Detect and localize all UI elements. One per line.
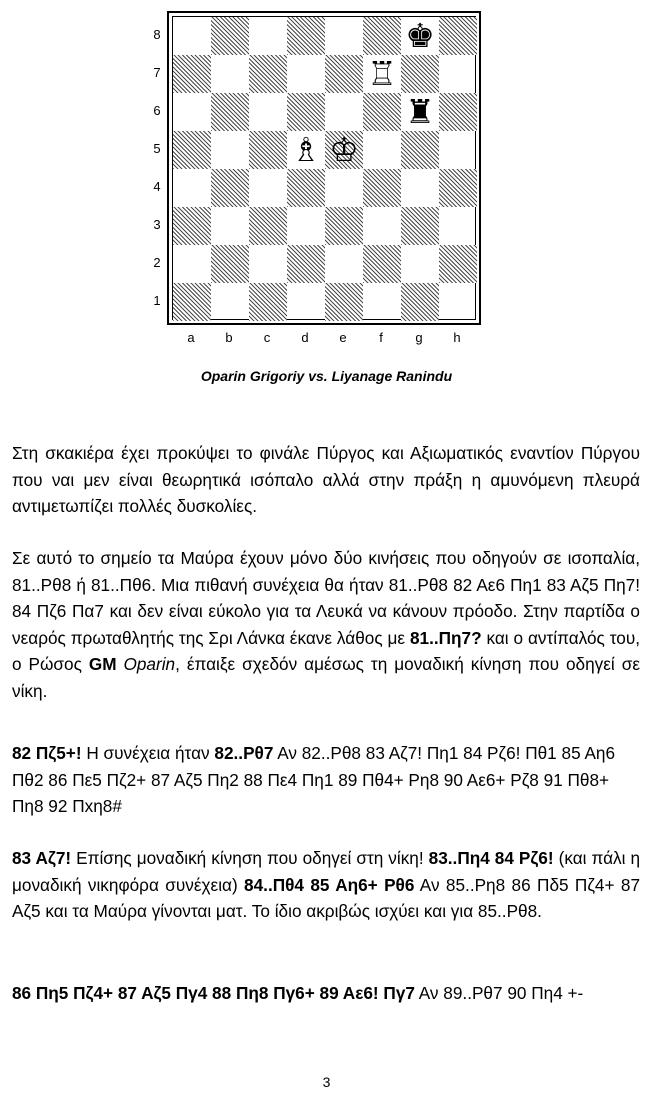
square-c1 [249, 283, 287, 321]
text: , έπαιξε σχεδόν αμέσως τη μοναδική κίνηση που οδηγεί σε νίκη. [12, 654, 640, 701]
square-f4 [363, 169, 401, 207]
square-e1 [325, 283, 363, 321]
square-a6 [173, 93, 211, 131]
text: Αν 85..Ρη8 86 Πδ5 Πζ4+ 87 Αζ5 και τα Μαύρα γίνονται ματ. Το ίδιο ακριβώς ισχύει και για 85..Ρθ8. [12, 874, 641, 921]
text: Σε αυτό το σημείο τα Μαύρα έχουν μόνο δύο κινήσεις που οδηγούν σε ισοπαλία, 81..Ρθ8 ή 81..Πθ6. Μια πιθανή συνέχεια θα ήταν 81..Ρθ8 82 Αε6 Πη1 83 Αζ5 Πη7! 84 Πζ6 Πα7 και δεν είναι εύκολο για τα Λευκά να κάνουν πρόοδο. Στην παρτίδα ο νεαρός πρωταθλητής της Σρι Λάνκα έκανε λάθος με [12, 548, 640, 648]
text: και ο αντίπαλός του, ο Ρώσος [12, 627, 640, 674]
rank-label: 1 [153, 293, 161, 308]
square-a5 [173, 131, 211, 169]
text: Επίσης μοναδική κίνηση που οδηγεί στη νίκη! [71, 848, 429, 868]
square-h6 [439, 93, 477, 131]
file-label: a [187, 330, 195, 345]
paragraph-analysis [12, 545, 640, 704]
paragraph-move-82 [12, 740, 640, 820]
square-f6 [363, 93, 401, 131]
square-g1 [401, 283, 439, 321]
paragraph-move-83 [12, 845, 640, 925]
rank-label: 5 [153, 141, 161, 156]
white-rook-icon: ♖ [367, 54, 397, 93]
square-f3 [363, 207, 401, 245]
square-b1 [211, 283, 249, 321]
text: Αν 82..Ρθ8 83 Αζ7! Πη1 84 Ρζ6! Πθ1 85 Αη6 Πθ2 86 Πε5 Πζ2+ 87 Αζ5 Πη2 88 Πε4 Πη1 89 Πθ4+ Ρη8 90 Αε6+ Ρζ8 91 Πθ8+ Πη8 92 Πxη8# [12, 743, 616, 816]
move-bold: 84..Πθ4 85 Αη6+ Ρθ6 [244, 874, 415, 895]
square-e6 [325, 93, 363, 131]
square-g5 [401, 131, 439, 169]
square-e3 [325, 207, 363, 245]
square-h5 [439, 131, 477, 169]
text: (και πάλι η μοναδική νικηφόρα συνέχεια) [12, 848, 641, 895]
file-label: c [263, 330, 271, 345]
square-a2 [173, 245, 211, 283]
square-a1 [173, 283, 211, 321]
file-label: e [339, 330, 347, 345]
move-bold: 83 Αζ7! [12, 848, 72, 868]
square-b8 [211, 17, 249, 55]
square-h3 [439, 207, 477, 245]
text: Η συνέχεια ήταν [81, 743, 215, 763]
square-b6 [211, 93, 249, 131]
file-label: f [379, 330, 383, 345]
square-e2 [325, 245, 363, 283]
white-bishop-icon: ♗ [291, 130, 321, 169]
black-king-icon: ♚ [405, 16, 435, 55]
square-c8 [249, 17, 287, 55]
paragraph-move-86 [12, 980, 640, 1007]
square-d8 [287, 17, 325, 55]
square-e4 [325, 169, 363, 207]
square-f2 [363, 245, 401, 283]
square-d6 [287, 93, 325, 131]
move-bold: 82..Ρθ7 [214, 743, 274, 763]
square-a7 [173, 55, 211, 93]
file-label: b [225, 330, 233, 345]
rank-label: 3 [153, 217, 161, 232]
rank-label: 6 [153, 103, 161, 118]
move-bold: 86 Πη5 Πζ4+ 87 Αζ5 Πγ4 88 Πη8 Πγ6+ 89 Αε6! Πγ7 [12, 983, 415, 1003]
page-number: 3 [322, 1074, 331, 1090]
black-rook-icon: ♜ [405, 92, 435, 131]
diagram-caption: Oparin Grigoriy vs. Liyanage Ranindu [200, 368, 453, 384]
square-b4 [211, 169, 249, 207]
square-c3 [249, 207, 287, 245]
title-bold: GM [88, 654, 117, 674]
file-label: h [453, 330, 461, 345]
rank-label: 4 [153, 179, 161, 194]
square-d1 [287, 283, 325, 321]
move-bold: 83..Πη4 84 Ρζ6! [428, 848, 554, 868]
square-h7 [439, 55, 477, 93]
text: Αν 89..Ρθ7 90 Πη4 +- [414, 983, 584, 1003]
move-bold: 82 Πζ5+! [12, 743, 82, 763]
move-bold: 81..Πη7? [409, 627, 482, 648]
square-h4 [439, 169, 477, 207]
player-name: Oparin [123, 654, 176, 674]
paragraph-intro: Στη σκακιέρα έχει προκύψει το φινάλε Πύργος και Αξιωματικός εναντίον Πύργου που ναι μεν είναι θεωρητικά ισόπαλο αλλά στην πράξη η αμυνόμενη πλευρά αντιμετωπίζει πολλές δυσκολίες. [12, 443, 640, 516]
square-d3 [287, 207, 325, 245]
square-e7 [325, 55, 363, 93]
file-label: g [415, 330, 423, 345]
square-h2 [439, 245, 477, 283]
square-c4 [249, 169, 287, 207]
chess-board [172, 16, 476, 320]
square-a3 [173, 207, 211, 245]
square-d2 [287, 245, 325, 283]
square-d4 [287, 169, 325, 207]
square-b2 [211, 245, 249, 283]
square-d7 [287, 55, 325, 93]
square-e8 [325, 17, 363, 55]
file-label: d [301, 330, 309, 345]
square-h8 [439, 17, 477, 55]
square-c2 [249, 245, 287, 283]
square-c5 [249, 131, 287, 169]
square-a8 [173, 17, 211, 55]
square-b3 [211, 207, 249, 245]
square-f8 [363, 17, 401, 55]
square-g7 [401, 55, 439, 93]
square-b5 [211, 131, 249, 169]
square-g2 [401, 245, 439, 283]
rank-label: 8 [153, 27, 161, 42]
square-g3 [401, 207, 439, 245]
rank-label: 7 [153, 65, 161, 80]
square-b7 [211, 55, 249, 93]
square-c6 [249, 93, 287, 131]
white-king-icon: ♔ [329, 130, 359, 169]
square-g4 [401, 169, 439, 207]
square-a4 [173, 169, 211, 207]
rank-label: 2 [153, 255, 161, 270]
square-h1 [439, 283, 477, 321]
square-f5 [363, 131, 401, 169]
square-c7 [249, 55, 287, 93]
square-f1 [363, 283, 401, 321]
